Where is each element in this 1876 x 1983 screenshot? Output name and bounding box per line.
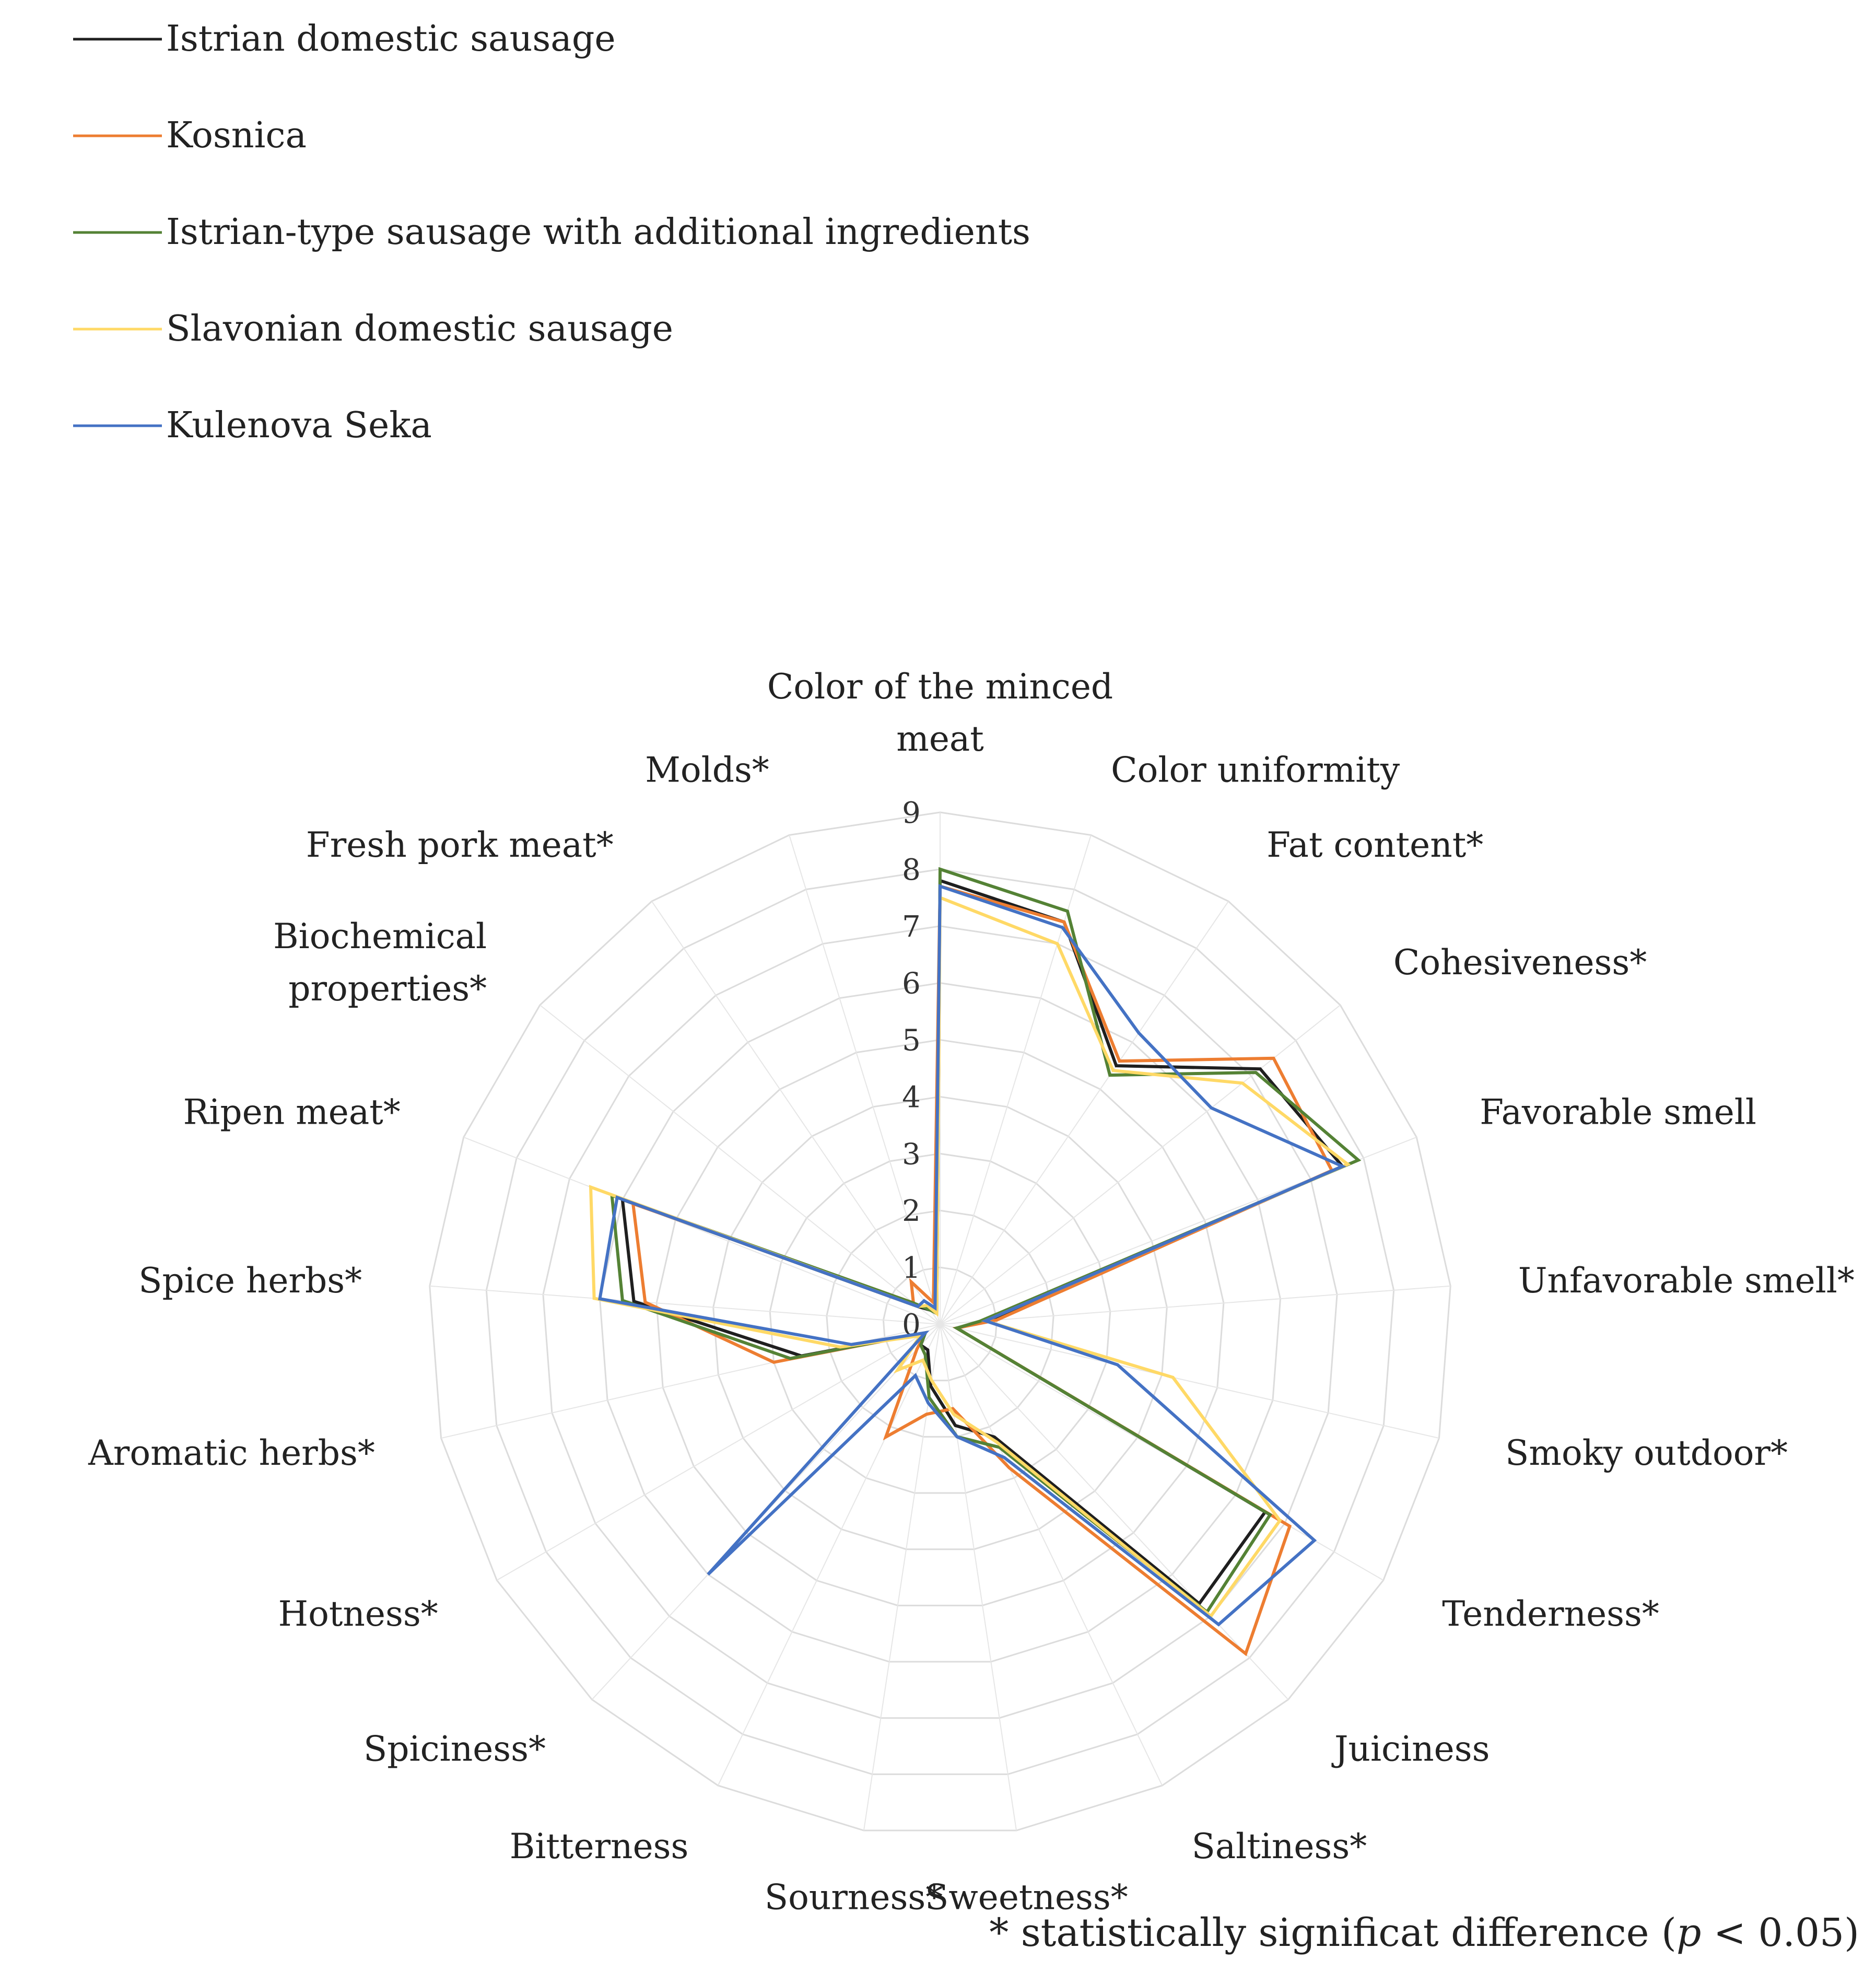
spoke-hotness [497, 1324, 940, 1580]
axis-labels [88, 667, 1855, 1918]
axis-label-spice-herbs: Spice herbs* [138, 1261, 362, 1301]
spoke-bitterness [718, 1324, 940, 1786]
axis-label-saltiness: Saltiness* [1191, 1826, 1367, 1867]
spoke-juiciness [940, 1324, 1288, 1699]
spoke-sourness [864, 1324, 940, 1830]
axis-label-hotness: Hotness* [278, 1594, 438, 1634]
axis-label-fat-content: Fat content* [1267, 824, 1484, 865]
tick-label-2: 2 [902, 1194, 921, 1229]
axis-label-unfavorable-smell: Unfavorable smell* [1518, 1261, 1855, 1301]
tick-label-1: 1 [902, 1251, 921, 1286]
legend-label: Istrian-type sausage with additional ingredients [166, 212, 1030, 253]
tick-label-8: 8 [902, 853, 921, 887]
axis-label-cohesiveness: Cohesiveness* [1393, 942, 1647, 983]
footnote: * statistically significat difference (p < 0.05) [989, 1910, 1859, 1955]
series-line-kulenova-seka [600, 886, 1342, 1625]
series-line-istrian-type-sausage-with-additional-ingredients [612, 869, 1358, 1612]
axis-label-biochemical-properties: Biochemical properties* [273, 916, 487, 1009]
axis-label-favorable-smell: Favorable smell [1480, 1092, 1756, 1133]
spoke-fat-content [940, 901, 1228, 1324]
axis-label-bitterness: Bitterness [509, 1826, 689, 1867]
axis-label-aromatic-herbs: Aromatic herbs* [88, 1432, 375, 1473]
legend-label: Kosnica [166, 115, 307, 156]
legend-item-kulenova-seka [73, 405, 432, 446]
spoke-biochemical-properties [540, 1005, 940, 1324]
spoke-cohesiveness [940, 1005, 1340, 1324]
axis-label-sweetness: Sweetness* [925, 1877, 1128, 1918]
tick-label-3: 3 [902, 1137, 921, 1172]
radial-tick-labels [902, 796, 921, 1342]
axis-label-ripen-meat: Ripen meat* [183, 1092, 401, 1133]
tick-label-7: 7 [902, 909, 921, 944]
axis-label-smoky-outdoor: Smoky outdoor* [1505, 1432, 1788, 1473]
legend [73, 18, 1030, 446]
tick-label-0: 0 [902, 1308, 921, 1342]
axis-label-sourness: Sourness* [764, 1877, 943, 1918]
tick-label-6: 6 [902, 966, 921, 1001]
legend-item-slavonian-domestic-sausage [73, 308, 673, 349]
axis-label-tenderness: Tenderness* [1442, 1594, 1659, 1634]
legend-item-kosnica [73, 115, 307, 156]
tick-label-4: 4 [902, 1080, 921, 1115]
axis-label-color-uniformity: Color uniformity [1111, 750, 1400, 790]
tick-label-5: 5 [902, 1023, 921, 1058]
tick-label-9: 9 [902, 796, 921, 830]
legend-item-istrian-domestic-sausage [73, 18, 616, 60]
legend-label: Istrian domestic sausage [166, 18, 616, 60]
data-series [591, 869, 1358, 1654]
axis-label-color-of-the-minced-meat: Color of the minced meat [767, 667, 1113, 759]
series-line-kosnica [633, 886, 1332, 1654]
legend-label: Slavonian domestic sausage [166, 308, 674, 349]
legend-item-istrian-type-sausage-with-additional-ingredients [73, 212, 1030, 253]
spoke-sweetness [940, 1324, 1016, 1830]
spoke-smoky-outdoor [940, 1324, 1439, 1438]
axis-label-juiciness: Juiciness [1334, 1729, 1490, 1769]
axis-label-spiciness: Spiciness* [364, 1729, 546, 1769]
spoke-ripen-meat [464, 1137, 940, 1324]
axis-label-molds: Molds* [645, 750, 769, 790]
legend-label: Kulenova Seka [166, 405, 432, 446]
axis-label-fresh-pork-meat: Fresh pork meat* [306, 824, 614, 865]
